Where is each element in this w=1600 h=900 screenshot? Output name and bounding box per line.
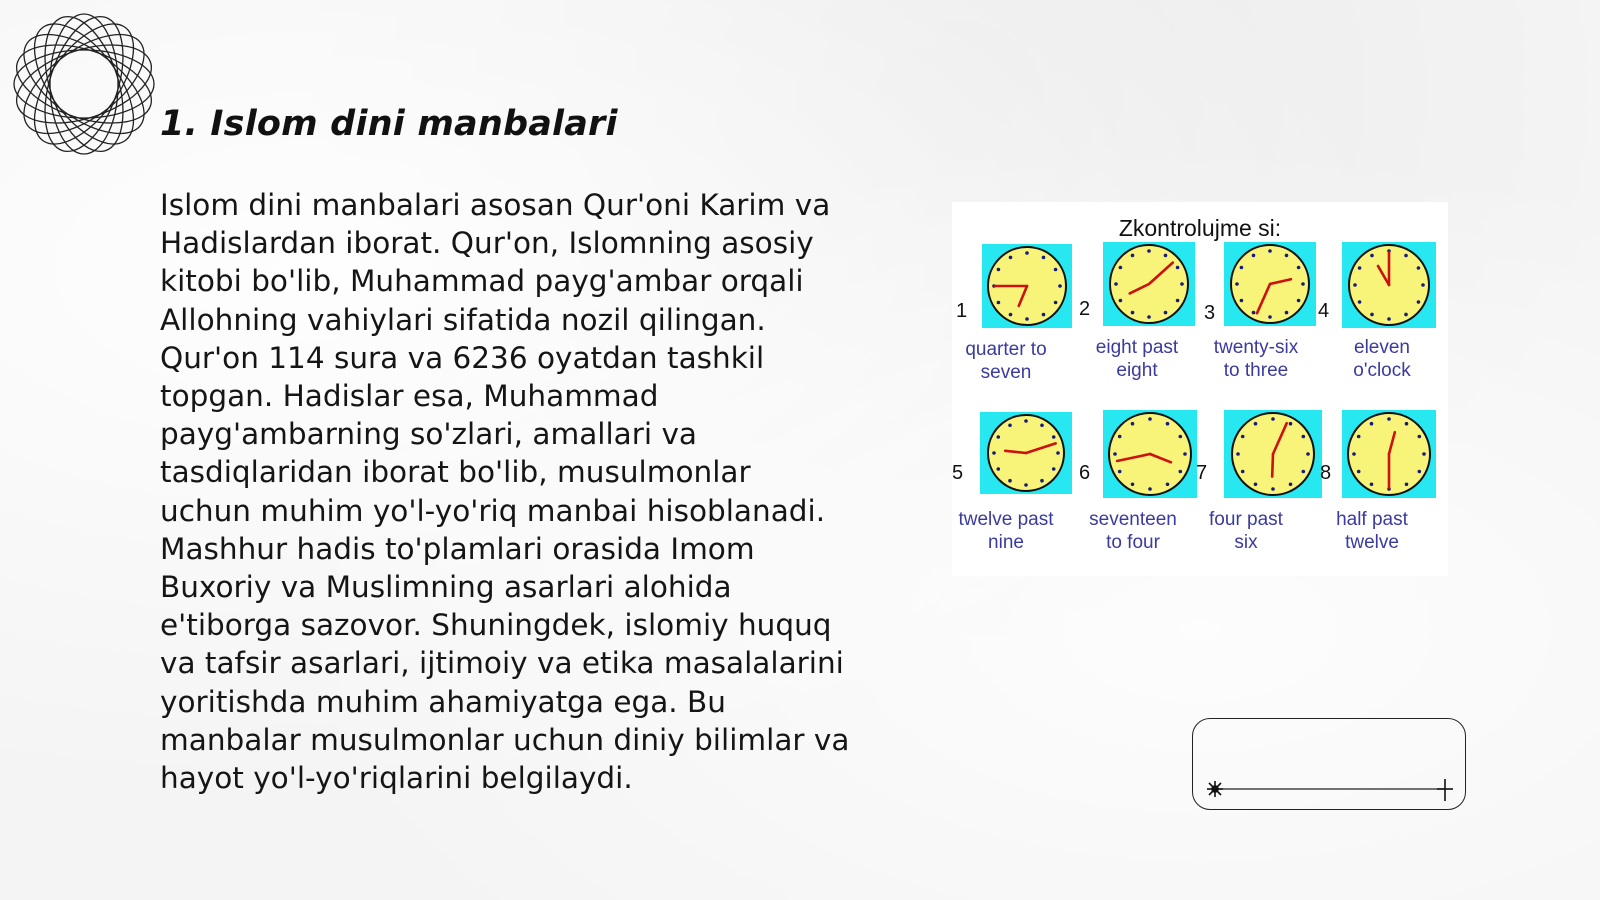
sparkle-icon	[1207, 781, 1223, 797]
clock-tick	[1183, 452, 1187, 456]
clock-tile	[980, 412, 1072, 494]
panel-title: Zkontrolujme si:	[1118, 215, 1282, 241]
clock-tick	[1370, 422, 1374, 426]
clock-tile	[1224, 410, 1322, 498]
clock-tick	[1358, 300, 1362, 304]
clock-tick	[1254, 422, 1258, 426]
clock-tick	[1042, 256, 1046, 260]
clock-label-line2: seven	[980, 362, 1032, 383]
clock-tick	[1131, 311, 1135, 315]
clock-tick	[1370, 254, 1374, 258]
clock-tick	[1040, 479, 1044, 483]
clock-face-icon	[1342, 410, 1436, 498]
clock-tick	[1285, 311, 1289, 315]
clock-tick	[1302, 435, 1306, 439]
clock-label-line1: eight past	[1095, 337, 1179, 358]
clock-tick	[1166, 483, 1170, 487]
clock-face-icon	[1224, 410, 1322, 498]
clock-number: 5	[952, 462, 964, 484]
clock-tick	[1009, 256, 1013, 260]
clock-tick	[1297, 299, 1301, 303]
cross-icon	[1437, 779, 1453, 801]
clock-tick	[1268, 315, 1272, 319]
clock-tile	[982, 244, 1072, 328]
clock-face-icon	[1224, 242, 1316, 326]
clock-tick	[1241, 435, 1245, 439]
clock-face-icon	[1342, 242, 1436, 328]
clock-tick	[992, 451, 996, 455]
clock-tick	[1405, 422, 1409, 426]
clock-tick	[1252, 311, 1256, 315]
clock-label-line1: seventeen	[1089, 509, 1177, 530]
clock-tick	[1387, 317, 1391, 321]
clock-tick	[1042, 313, 1046, 317]
clock-item	[952, 414, 1085, 564]
clock-tick	[1387, 417, 1391, 421]
clock-tick	[1147, 315, 1151, 319]
clock-label	[946, 508, 1066, 554]
clock-tick	[1009, 313, 1013, 317]
clock-label-line1: half past	[1336, 509, 1408, 530]
clock-label-line2: to four	[1106, 532, 1160, 553]
clock-label	[1186, 508, 1306, 554]
clock-tick	[1176, 266, 1180, 270]
clock-tick	[1422, 452, 1426, 456]
clock-item	[1206, 244, 1331, 394]
clock-tick	[1240, 299, 1244, 303]
clock-tick	[1164, 254, 1168, 258]
clock-tick	[1176, 299, 1180, 303]
clock-tick	[1119, 266, 1123, 270]
clock-label	[1196, 336, 1316, 382]
clock-tick	[1164, 311, 1168, 315]
clock-number: 4	[1318, 300, 1330, 322]
clock-tick	[1421, 283, 1425, 287]
clock-item	[1320, 414, 1449, 564]
clock-number: 6	[1079, 462, 1091, 484]
clock-tick	[1040, 423, 1044, 427]
clock-tick	[1352, 452, 1356, 456]
clock-tick	[1404, 254, 1408, 258]
clock-label-line1: twelve past	[958, 509, 1054, 530]
clock-label-line2: twelve	[1345, 532, 1399, 553]
clock-face-icon	[1103, 242, 1195, 326]
clock-number: 2	[1079, 298, 1091, 320]
clock-tick	[1289, 422, 1293, 426]
clock-tick	[1058, 284, 1062, 288]
clock-tick	[997, 301, 1001, 305]
clock-item	[1318, 244, 1449, 394]
clock-tick	[1289, 483, 1293, 487]
clock-tick	[1025, 251, 1029, 255]
clock-tick	[1271, 487, 1275, 491]
clock-label	[946, 338, 1066, 384]
clock-face-icon	[980, 412, 1072, 494]
clock-tick	[1241, 470, 1245, 474]
clock-tick	[1118, 435, 1122, 439]
clock-tick	[1179, 470, 1183, 474]
clock-tick	[1054, 301, 1058, 305]
clock-tick	[1131, 422, 1135, 426]
clock-tick	[1148, 417, 1152, 421]
clock-tick	[1353, 283, 1357, 287]
clock-tick	[1357, 470, 1361, 474]
timeline-box	[1192, 718, 1466, 810]
clock-tick	[1118, 470, 1122, 474]
clock-number: 1	[956, 300, 968, 322]
clock-tick	[1271, 417, 1275, 421]
clock-number: 7	[1196, 462, 1208, 484]
clock-face-icon	[982, 244, 1072, 328]
clock-tick	[1236, 452, 1240, 456]
clock-tick	[1179, 435, 1183, 439]
clock-label-line1: twenty-six	[1213, 337, 1299, 358]
clock-tick	[1148, 487, 1152, 491]
clock-label-line2: eight	[1116, 360, 1158, 381]
clock-tick	[1417, 300, 1421, 304]
clock-label	[1312, 508, 1432, 554]
clock-tick	[1235, 282, 1239, 286]
clock-tile	[1103, 410, 1197, 498]
clock-tick	[1306, 452, 1310, 456]
timeline	[1193, 719, 1467, 811]
clock-label-line1: quarter to	[965, 339, 1047, 360]
clock-tick	[1417, 266, 1421, 270]
clock-tick	[1147, 249, 1151, 253]
clock-tick	[1370, 483, 1374, 487]
clock-tick	[1052, 435, 1056, 439]
clock-tile	[1103, 242, 1195, 326]
clock-number: 8	[1320, 462, 1332, 484]
clock-tick	[1405, 483, 1409, 487]
clock-item	[956, 244, 1085, 394]
body-paragraph: Islom dini manbalari asosan Qur'oni Karim va Hadislardan iborat. Qur'on, Islomning asosiy kitobi bo'lib, Muhammad payg'ambar orqali Allohning vahiylari sifatida nozil qilingan. Qur'on 114 sura va 6236 oyatdan tashkil topgan. Hadislar esa, Muhammad payg'ambarning so'zlari, amallari va tasdiqlaridan iborat bo'lib, musulmonlar uchun muhim yo'l-yo'riq manbai hisoblanadi. Mashhur hadis to'plamlari orasida Imom Buxoriy va Muslimning asarlari alohida e'tiborga sazovor. Shuningdek, islomiy huquq va tafsir asarlari, ijtimoiy va etika masalalarini yoritishda muhim ahamiyatga ega. Bu manbalar musulmonlar uchun diniy bilimlar va hayot yo'l-yo'riqlarini belgilaydi.	[160, 188, 850, 796]
clock-tick	[1358, 266, 1362, 270]
clock-tick	[1370, 313, 1374, 317]
clock-tick	[1240, 266, 1244, 270]
clock-label	[1077, 336, 1197, 382]
clock-tick	[1302, 470, 1306, 474]
clock-tick	[1054, 268, 1058, 272]
clock-tick	[1025, 317, 1029, 321]
clock-label-line2: nine	[988, 532, 1024, 553]
clock-number: 3	[1204, 302, 1216, 324]
clock-tick	[1404, 313, 1408, 317]
clock-tick	[1357, 435, 1361, 439]
clock-item	[1079, 244, 1208, 394]
clock-tick	[1056, 451, 1060, 455]
clock-tick	[1418, 470, 1422, 474]
clock-tick	[1131, 483, 1135, 487]
hour-hand	[1272, 454, 1273, 477]
slide-title: 1. Islom dini manbalari	[160, 104, 618, 144]
clock-tick	[1252, 254, 1256, 258]
clock-tick	[1008, 479, 1012, 483]
clock-tick	[1418, 435, 1422, 439]
clock-label-line1: eleven	[1354, 337, 1410, 358]
clock-tick	[1285, 254, 1289, 258]
clock-label-line2: six	[1234, 532, 1258, 553]
clock-tick	[1052, 467, 1056, 471]
clock-tick	[1297, 266, 1301, 270]
clock-tile	[1342, 242, 1436, 328]
clock-tick	[1268, 249, 1272, 253]
clock-label-line1: four past	[1209, 509, 1283, 530]
clock-tick	[1301, 282, 1305, 286]
clock-tick	[1119, 299, 1123, 303]
clock-face-icon	[1103, 410, 1197, 498]
clock-tick	[1024, 419, 1028, 423]
clock-tick	[997, 268, 1001, 272]
clock-tick	[1254, 483, 1258, 487]
clock-tick	[1114, 282, 1118, 286]
clock-tick	[996, 467, 1000, 471]
clock-label	[1073, 508, 1193, 554]
clock-tick	[1131, 254, 1135, 258]
clock-tick	[996, 435, 1000, 439]
clock-label	[1322, 336, 1442, 382]
clock-tick	[1180, 282, 1184, 286]
clock-tick	[1024, 483, 1028, 487]
clock-tick	[1008, 423, 1012, 427]
clock-exercise-panel	[952, 202, 1448, 576]
rosette-ornament-icon	[10, 10, 158, 158]
clock-tile	[1342, 410, 1436, 498]
clock-tick	[1113, 452, 1117, 456]
clock-tick	[1166, 422, 1170, 426]
clock-label-line2: to three	[1223, 360, 1289, 381]
clock-label-line2: o'clock	[1353, 360, 1411, 381]
clock-tile	[1224, 242, 1316, 326]
